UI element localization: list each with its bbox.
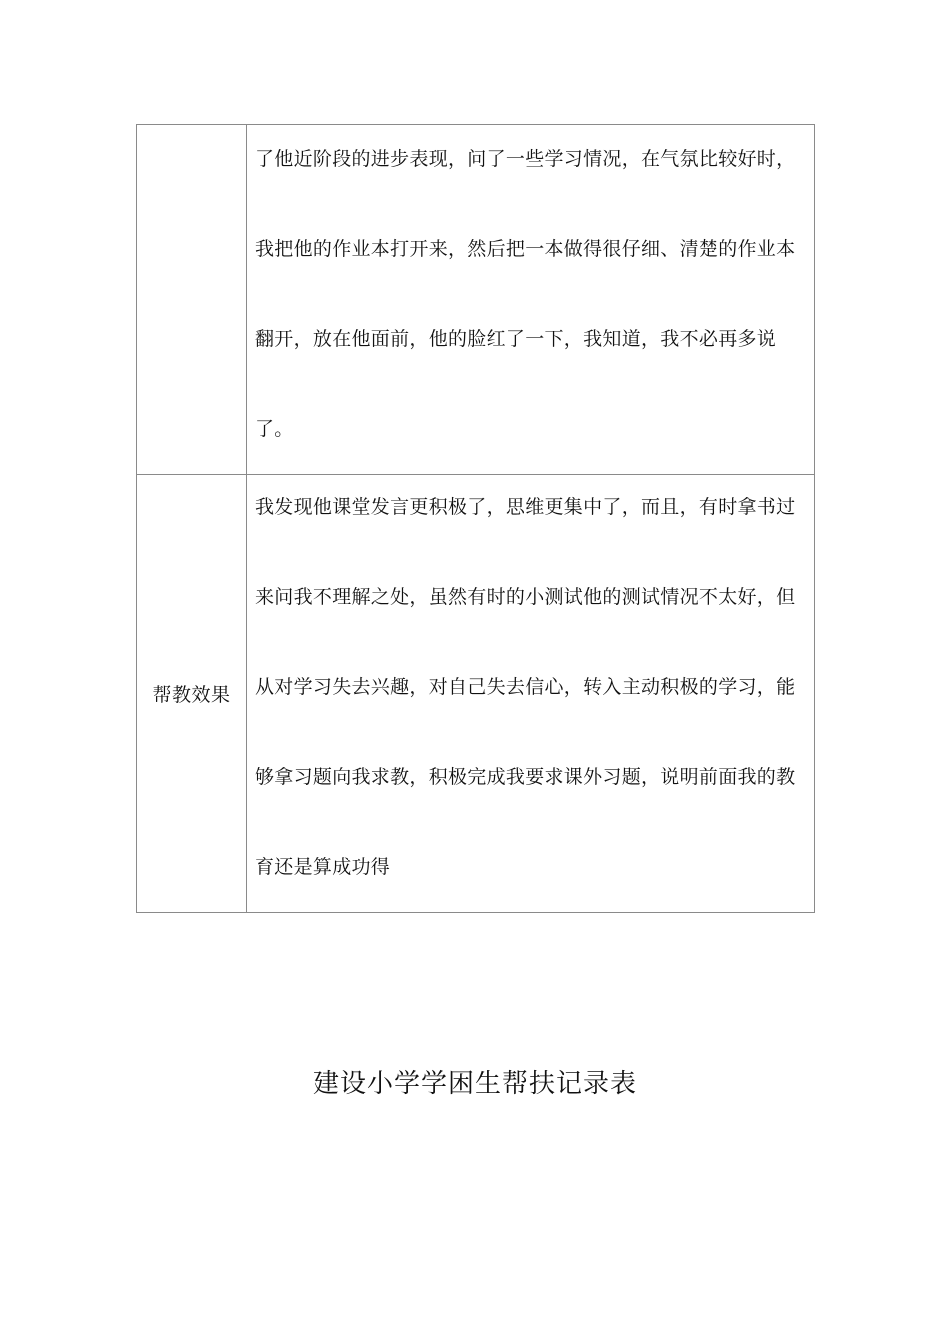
row-content-text: 了他近阶段的进步表现，问了一些学习情况，在气氛比较好时，我把他的作业本打开来，然后把一本做得很仔细、清楚的作业本翻开，放在他面前，他的脸红了一下，我知道，我不必再多说了。 [255, 148, 796, 440]
table-row [137, 125, 815, 475]
record-table [136, 124, 815, 913]
row-content-cell [247, 125, 815, 475]
table-row [137, 475, 815, 913]
row-content-cell [247, 475, 815, 913]
row-label [137, 125, 247, 475]
row-content-text: 我发现他课堂发言更积极了，思维更集中了，而且，有时拿书过来问我不理解之处，虽然有时的小测试他的测试情况不太好，但从对学习失去兴趣，对自己失去信心，转入主动积极的学习，能够拿习题向我求教，积极完成我要求课外习题，说明前面我的教育还是算成功得 [255, 496, 796, 878]
row-label: 帮教效果 [137, 475, 247, 913]
page-title: 建设小学学困生帮扶记录表 [312, 1069, 637, 1099]
